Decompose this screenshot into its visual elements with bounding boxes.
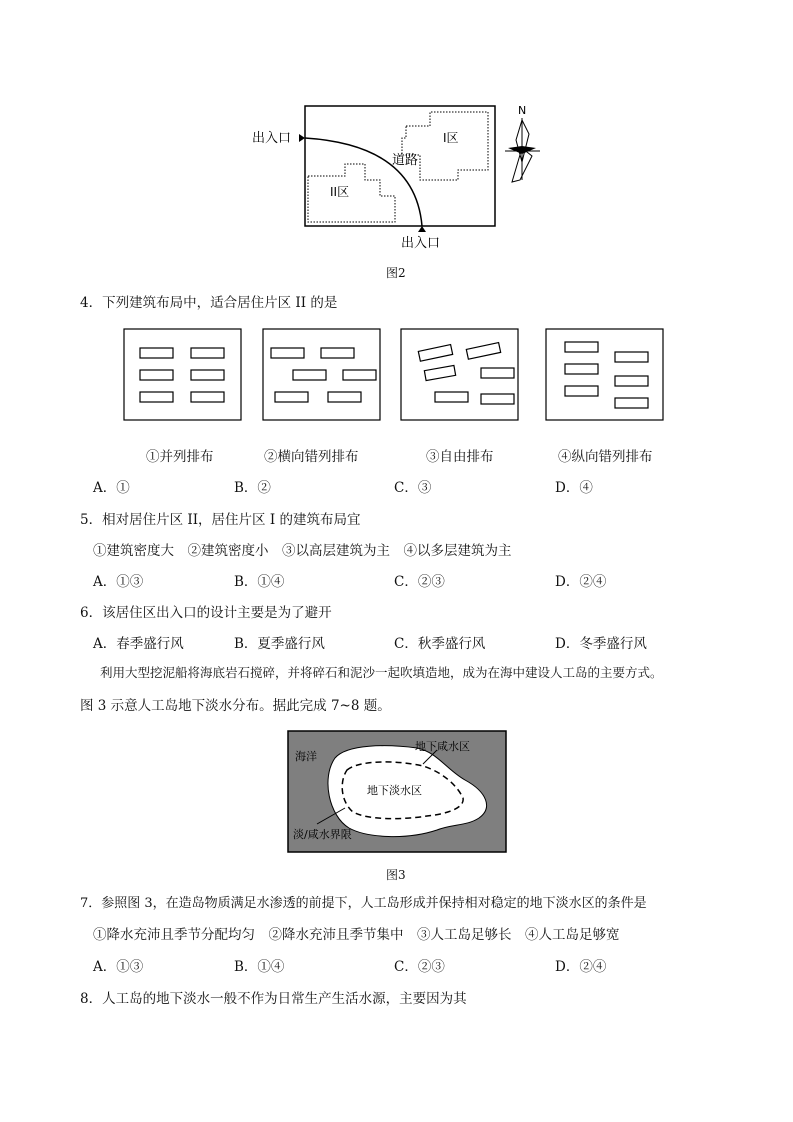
q5-stem: 5．相对居住片区 II，居住片区 I 的建筑布局宜 <box>80 512 361 528</box>
passage-line-2: 图 3 示意人工岛地下淡水分布。据此完成 7~8 题。 <box>80 698 391 714</box>
q7-option-b[interactable]: B．①④ <box>234 959 285 975</box>
north-wind-rose-icon <box>505 118 540 182</box>
figure-2-caption: 图2 <box>386 266 406 280</box>
entrance-top-marker <box>299 134 305 142</box>
figure-3 <box>287 730 507 853</box>
q5-option-b[interactable]: B．①④ <box>234 574 285 590</box>
entrance-bottom-label: 出入口 <box>401 236 441 251</box>
q6-option-c[interactable]: C．秋季盛行风 <box>394 636 486 652</box>
q6-option-d[interactable]: D．冬季盛行风 <box>555 636 647 652</box>
q4-stem: 4．下列建筑布局中，适合居住片区 II 的是 <box>80 295 338 311</box>
zone-1-label: I区 <box>443 131 459 145</box>
q5-option-a[interactable]: A．①③ <box>93 574 144 590</box>
road-label: 道路 <box>392 153 419 168</box>
ocean-label: 海洋 <box>295 750 317 763</box>
q7-option-c[interactable]: C．②③ <box>394 959 445 975</box>
salt-zone-label: 地下咸水区 <box>415 740 470 753</box>
q5-option-c[interactable]: C．②③ <box>394 574 445 590</box>
entrance-top-label: 出入口 <box>252 131 292 146</box>
entrance-bottom-marker <box>418 226 426 232</box>
q8-stem: 8．人工岛的地下淡水一般不作为日常生产生活水源，主要因为其 <box>80 991 467 1007</box>
q4-option-a[interactable]: A．① <box>93 480 130 496</box>
q4-option-d[interactable]: D．④ <box>555 480 593 496</box>
layout-label-2: ②横向错列排布 <box>264 449 359 465</box>
q7-option-a[interactable]: A．①③ <box>93 959 144 975</box>
north-label: N <box>518 104 527 117</box>
layout-label-3: ③自由排布 <box>426 449 494 465</box>
q4-layout-diagrams <box>123 328 668 422</box>
passage-line-1: 利用大型挖泥船将海底岩石搅碎，并将碎石和泥沙一起吹填造地，成为在海中建设人工岛的主要方式。 <box>100 665 663 680</box>
boundary-label: 淡/咸水界限 <box>293 828 352 841</box>
figure-3-map <box>287 730 507 853</box>
q5-option-d[interactable]: D．②④ <box>555 574 607 590</box>
layout-label-4: ④纵向错列排布 <box>558 449 653 465</box>
q4-layout-svg <box>123 328 668 422</box>
zone-2-label: II区 <box>330 185 350 199</box>
q7-option-d[interactable]: D．②④ <box>555 959 607 975</box>
figure-3-caption: 图3 <box>386 868 406 882</box>
q7-stem: 7．参照图 3，在造岛物质满足水渗透的前提下，人工岛形成并保持相对稳定的地下淡水区的条件是 <box>80 896 647 911</box>
q4-option-c[interactable]: C．③ <box>394 480 432 496</box>
layout-label-1: ①并列排布 <box>146 449 214 465</box>
q5-statements: ①建筑密度大 ②建筑密度小 ③以高层建筑为主 ④以多层建筑为主 <box>93 543 512 559</box>
q6-option-a[interactable]: A．春季盛行风 <box>93 636 184 652</box>
figure-2 <box>250 100 550 260</box>
fresh-zone-label: 地下淡水区 <box>367 784 422 797</box>
q6-option-b[interactable]: B．夏季盛行风 <box>234 636 325 652</box>
q6-stem: 6．该居住区出入口的设计主要是为了避开 <box>80 605 332 621</box>
q4-option-b[interactable]: B．② <box>234 480 271 496</box>
figure-2-map <box>250 100 550 260</box>
q7-statements: ①降水充沛且季节分配均匀 ②降水充沛且季节集中 ③人工岛足够长 ④人工岛足够宽 <box>93 927 620 943</box>
